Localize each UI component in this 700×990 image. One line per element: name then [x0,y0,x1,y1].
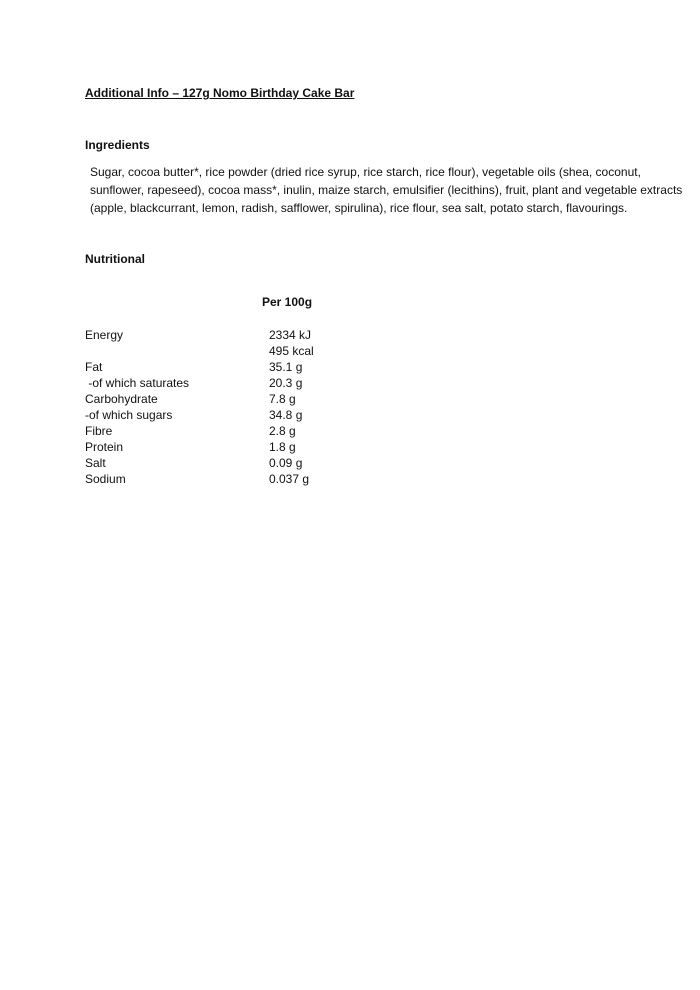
nutrition-value: 495 kcal [269,344,314,358]
nutrition-row-fat [85,359,385,375]
nutrition-label: Fat [85,360,103,374]
nutrition-value: 2.8 g [269,424,296,438]
nutrition-value: 35.1 g [269,360,303,374]
ingredients-line: sunflower, rapeseed), cocoa mass*, inulin, maize starch, emulsifier (lecithins), fruit, plant and vegetable extracts [90,183,683,197]
nutrition-label: -of which sugars [85,408,173,422]
document-title: Additional Info – 127g Nomo Birthday Cake Bar [85,86,355,100]
nutrition-value: 20.3 g [269,376,303,390]
nutrition-value: 0.037 g [269,472,310,486]
nutrition-value: 7.8 g [269,392,296,406]
nutrition-row-saturates [85,375,385,391]
nutrition-label: Salt [85,456,106,470]
nutrition-label: Protein [85,440,124,454]
nutrition-label: Carbohydrate [85,392,158,406]
ingredients-line: (apple, blackcurrant, lemon, radish, safflower, spirulina), rice flour, sea salt, potato starch, flavourings. [90,201,628,215]
nutrition-label: -of which saturates [85,376,190,390]
nutrition-value: 2334 kJ [269,328,312,342]
nutrition-row-energy-kj [85,327,385,343]
nutrition-label: Fibre [85,424,113,438]
nutrition-value: 0.09 g [269,456,303,470]
nutrition-row-salt [85,455,385,471]
ingredients-text [90,163,690,217]
ingredients-heading: Ingredients [85,138,150,152]
nutritional-heading: Nutritional [85,252,145,266]
nutrition-label: Sodium [85,472,126,486]
ingredients-line: Sugar, cocoa butter*, rice powder (dried rice syrup, rice starch, rice flour), vegetable oils (shea, coconut, [90,165,641,179]
nutrition-value: 1.8 g [269,440,296,454]
per-100g-column-header: Per 100g [262,295,313,309]
nutrition-value: 34.8 g [269,408,303,422]
nutrition-label: Energy [85,328,124,342]
nutrition-row-fibre [85,423,385,439]
nutrition-row-sodium [85,471,385,487]
nutrition-table [85,327,385,487]
nutrition-row-protein [85,439,385,455]
nutrition-row-energy-kcal [85,343,385,359]
nutrition-row-carbohydrate [85,391,385,407]
nutrition-row-sugars [85,407,385,423]
